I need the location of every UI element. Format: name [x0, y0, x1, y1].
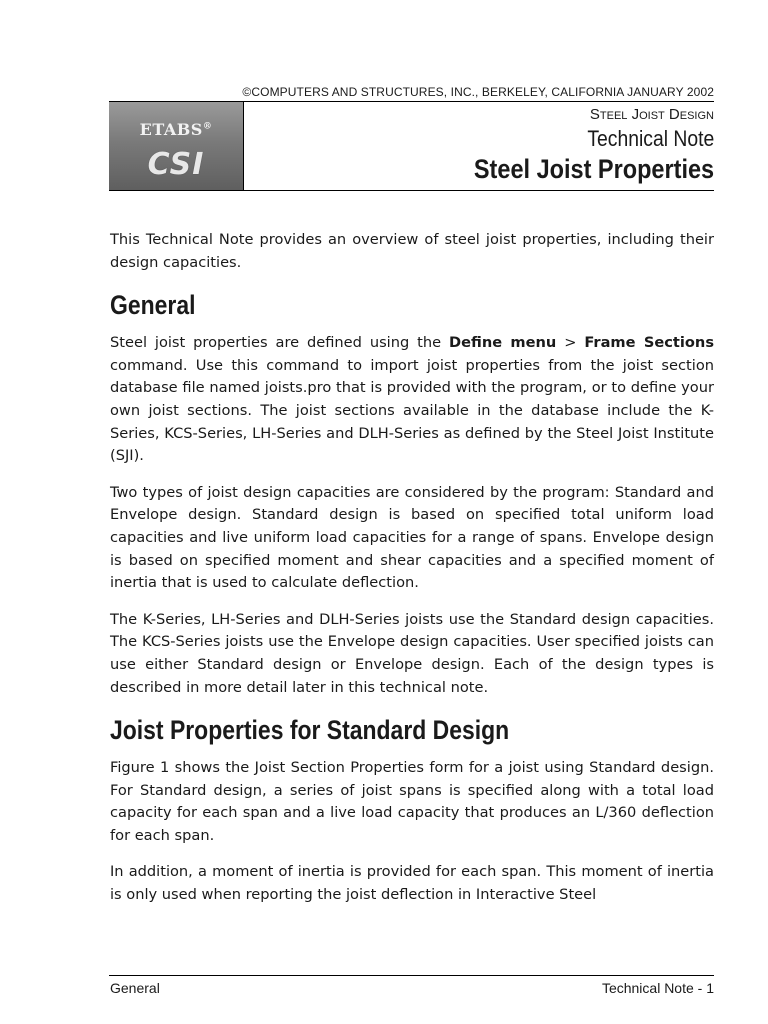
technical-note-label: Technical Note — [587, 126, 714, 151]
general-paragraph-1: Steel joist properties are defined using the Define menu > Frame Sections command. Use this command to import joist properties from the joist section database file named joists.pro that is provided with the program, or to define your own joist sections. The joist sections available in the database include the K-Series, KCS-Series, LH-Series and DLH-Series as defined by the Steel Joist Institute (SJI). — [110, 334, 715, 465]
standard-paragraph-1: Figure 1 shows the Joist Section Properties form for a joist using Standard design. For Standard design, a series of joist spans is specified along with a total load capacity for each span and a live load capacity that produces an L/360 deflection for each span. — [110, 759, 714, 844]
document-header — [109, 101, 714, 191]
etabs-csi-logo — [109, 102, 244, 190]
section-heading-standard-design: Joist Properties for Standard Design — [110, 715, 510, 746]
logo-csi-text: CSI — [147, 147, 205, 182]
series-title: Steel Joist Design — [589, 106, 714, 123]
footer-page-number: Technical Note - 1 — [601, 980, 714, 996]
general-paragraph-3: The K-Series, LH-Series and DLH-Series joists use the Standard design capacities. The KCS-Series joists use the Envelope design capacities. User specified joists can use either Standard design or Envelope design. Each of the design types is described in more detail later in this technical note. — [110, 610, 714, 696]
standard-paragraph-2: In addition, a moment of inertia is provided for each span. This moment of inertia is only used when reporting the joist deflection in Interactive Steel — [110, 863, 714, 904]
copyright-line: ©COMPUTERS AND STRUCTURES, INC., BERKELEY, CALIFORNIA JANUARY 2002 — [242, 85, 714, 99]
footer-section-name: General — [110, 980, 160, 996]
general-paragraph-2: Two types of joist design capacities are considered by the program: Standard and Envelope design. Standard design is based on specified total uniform load capacities and live uniform load capacities for a range of spans. Envelope design is based on specified moment and shear capacities and a specified moment of inertia that is used to calculate deflection. — [110, 483, 714, 592]
footer-divider — [109, 975, 714, 976]
section-heading-general: General — [110, 290, 196, 321]
intro-paragraph: This Technical Note provides an overview of steel joist properties, including their design capacities. — [110, 231, 714, 271]
logo-etabs-text: ETABS® — [139, 120, 213, 139]
document-title: Steel Joist Properties — [473, 154, 714, 184]
document-body — [110, 229, 714, 921]
